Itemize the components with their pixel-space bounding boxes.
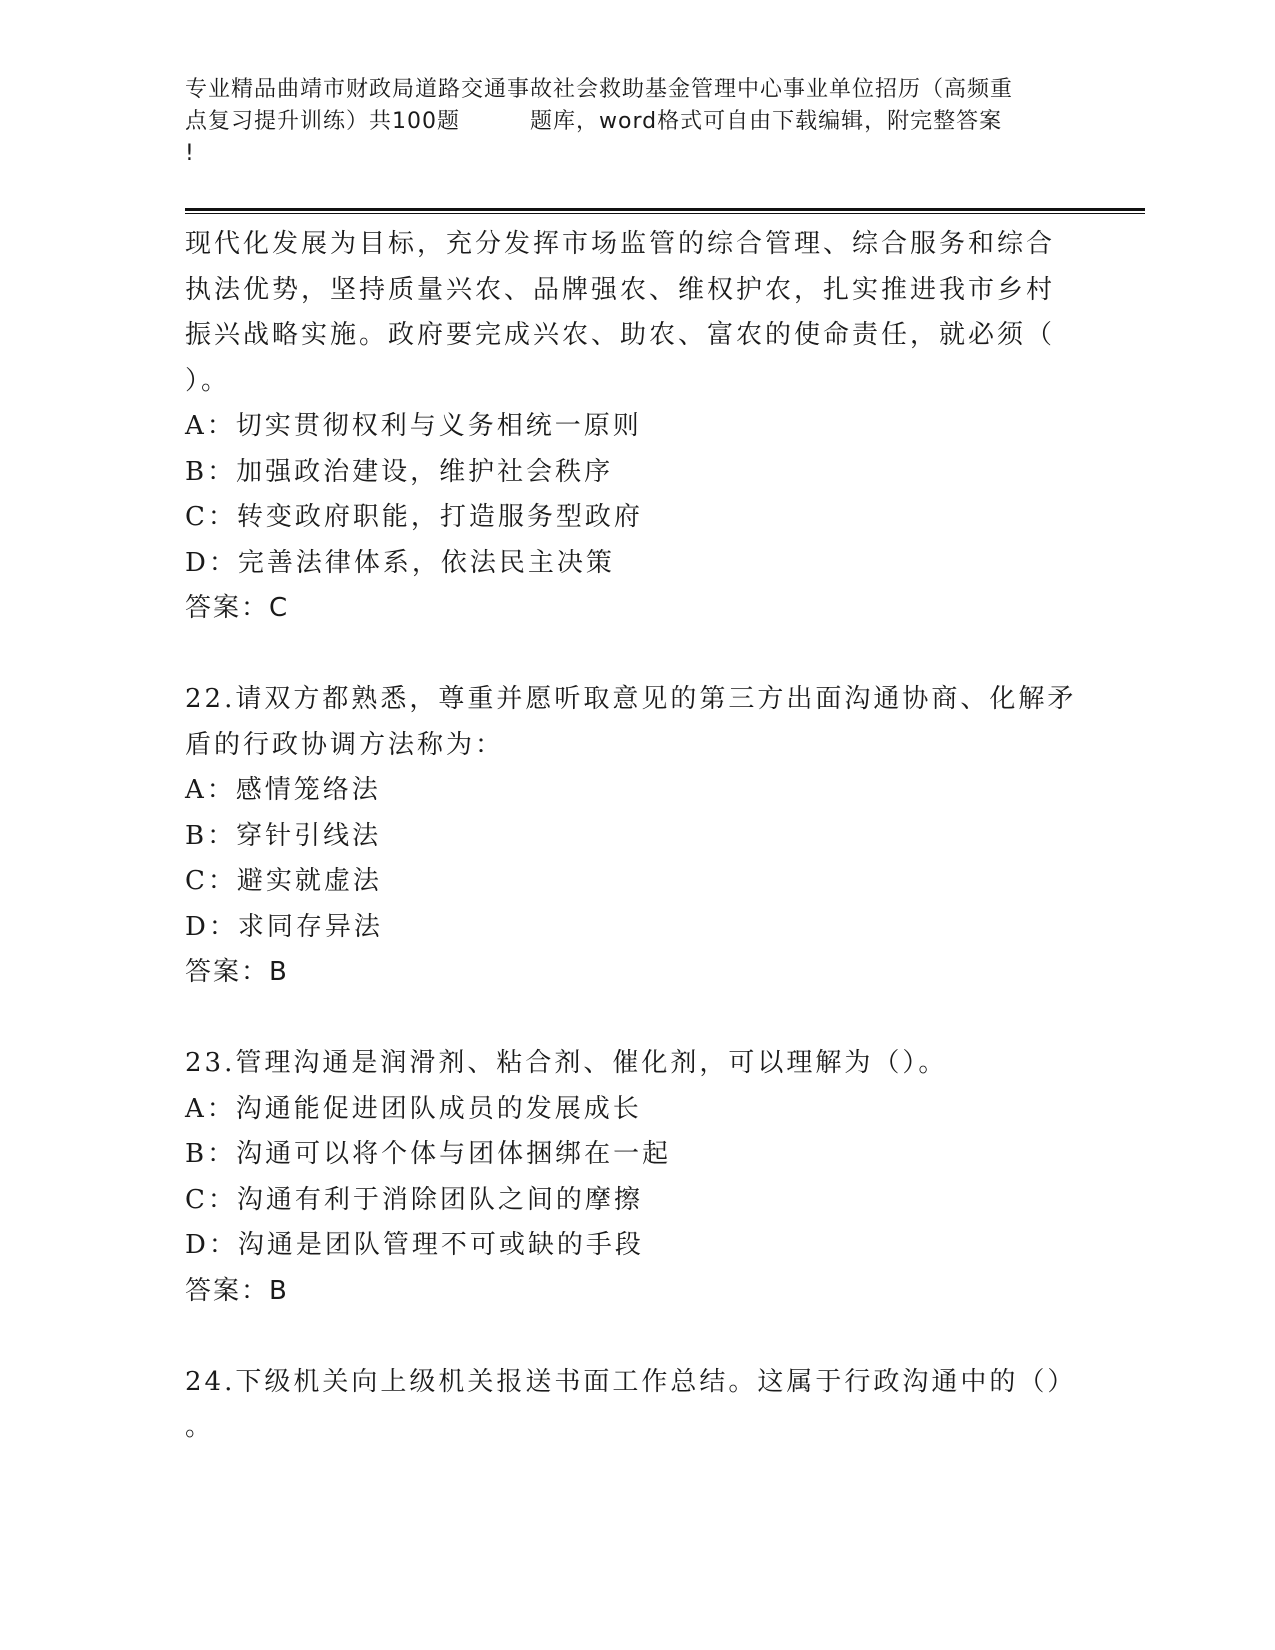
question-stem-line: 。 — [185, 1412, 215, 1442]
document-header — [185, 74, 1085, 170]
question-stem-line: 盾的行政协调方法称为： — [185, 729, 505, 760]
option-b: B：加强政治建设，维护社会秩序 — [185, 456, 614, 487]
header-line-3: ! — [185, 141, 195, 166]
question-stem-line: 23.管理沟通是润滑剂、粘合剂、催化剂，可以理解为（）。 — [185, 1048, 948, 1078]
option-a: A：切实贯彻权利与义务相统一原则 — [185, 411, 642, 441]
question-stem-line: 现代化发展为目标，充分发挥市场监管的综合管理、综合服务和综合 — [185, 229, 1056, 259]
option-b: B：穿针引线法 — [185, 820, 382, 851]
question-24 — [185, 1360, 1085, 1451]
option-d: D：沟通是团队管理不可或缺的手段 — [185, 1230, 644, 1260]
header-line-2-part-a: 点复习提升训练）共100题 — [185, 109, 460, 134]
header-line-2 — [185, 106, 1085, 138]
header-line-2-part-b: 题库，word格式可自由下载编辑，附完整答案 — [530, 109, 1003, 134]
question-stem-line: ）。 — [185, 365, 231, 396]
option-d: D：求同存异法 — [185, 911, 383, 942]
option-c: C：沟通有利于消除团队之间的摩擦 — [185, 1184, 643, 1215]
header-line-1: 专业精品曲靖市财政局道路交通事故社会救助基金管理中心事业单位招历（高频重 — [185, 77, 1014, 102]
option-a: A：沟通能促进团队成员的发展成长 — [185, 1093, 642, 1124]
document-body — [185, 222, 1085, 1451]
option-d: D：完善法律体系，依法民主决策 — [185, 547, 615, 578]
question-stem-line: 执法优势，坚持质量兴农、品牌强农、维权护农，扎实推进我市乡村 — [185, 274, 1056, 305]
option-c: C：避实就虚法 — [185, 866, 382, 896]
question-22 — [185, 677, 1085, 996]
answer: 答案：C — [185, 593, 290, 623]
option-c: C：转变政府职能，打造服务型政府 — [185, 502, 643, 532]
header-rule-thin — [185, 213, 1145, 214]
option-a: A：感情笼络法 — [185, 775, 381, 805]
answer: 答案：B — [185, 957, 289, 987]
question-stem-line: 24.下级机关向上级机关报送书面工作总结。这属于行政沟通中的（） — [185, 1366, 1077, 1397]
question-stem-line: 振兴战略实施。政府要完成兴农、助农、富农的使命责任，就必须（ — [185, 320, 1056, 350]
option-b: B：沟通可以将个体与团体捆绑在一起 — [185, 1139, 672, 1169]
question-23 — [185, 1041, 1085, 1314]
header-rule-thick — [185, 208, 1145, 211]
question-stem-line: 22.请双方都熟悉，尊重并愿听取意见的第三方出面沟通协商、化解矛 — [185, 684, 1077, 714]
answer: 答案：B — [185, 1275, 289, 1306]
question-21 — [185, 222, 1085, 632]
